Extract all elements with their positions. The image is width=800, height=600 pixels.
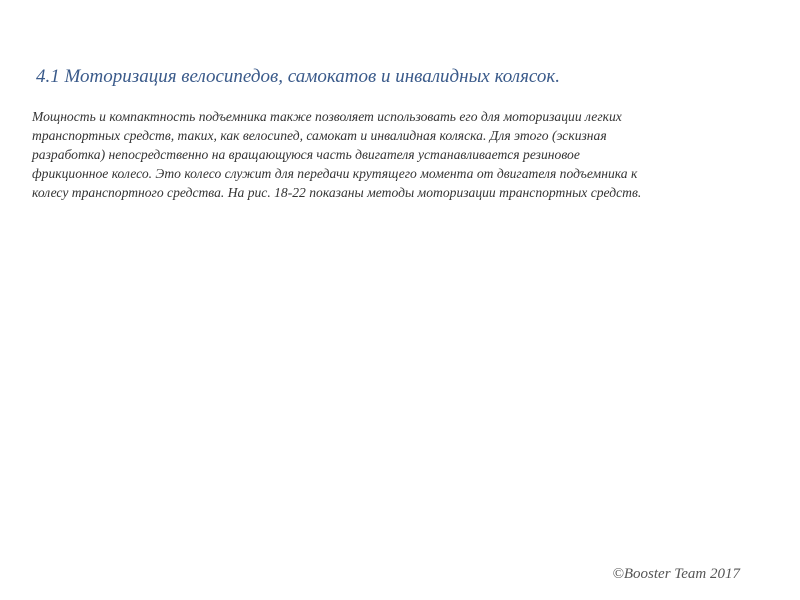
section-heading: 4.1 Моторизация велосипедов, самокатов и инвалидных колясок. [36,66,561,87]
body-line: фрикционное колесо. Это колесо служит для передачи крутящего момента от двигателя подъемника к [32,166,638,181]
body-line: транспортных средств, таких, как велосипед, самокат и инвалидная коляска. Для этого (эскизная [32,128,607,143]
body-line: колесу транспортного средства. На рис. 18-22 показаны методы моторизации транспортных средств. [32,185,642,200]
body-line: Мощность и компактность подъемника также позволяет использовать его для моторизации легких [32,109,622,124]
body-line: разработка) непосредственно на вращающуюся часть двигателя устанавливается резиновое [32,147,580,162]
body-paragraph [32,107,732,202]
copyright-footer: ©Booster Team 2017 [612,566,740,582]
